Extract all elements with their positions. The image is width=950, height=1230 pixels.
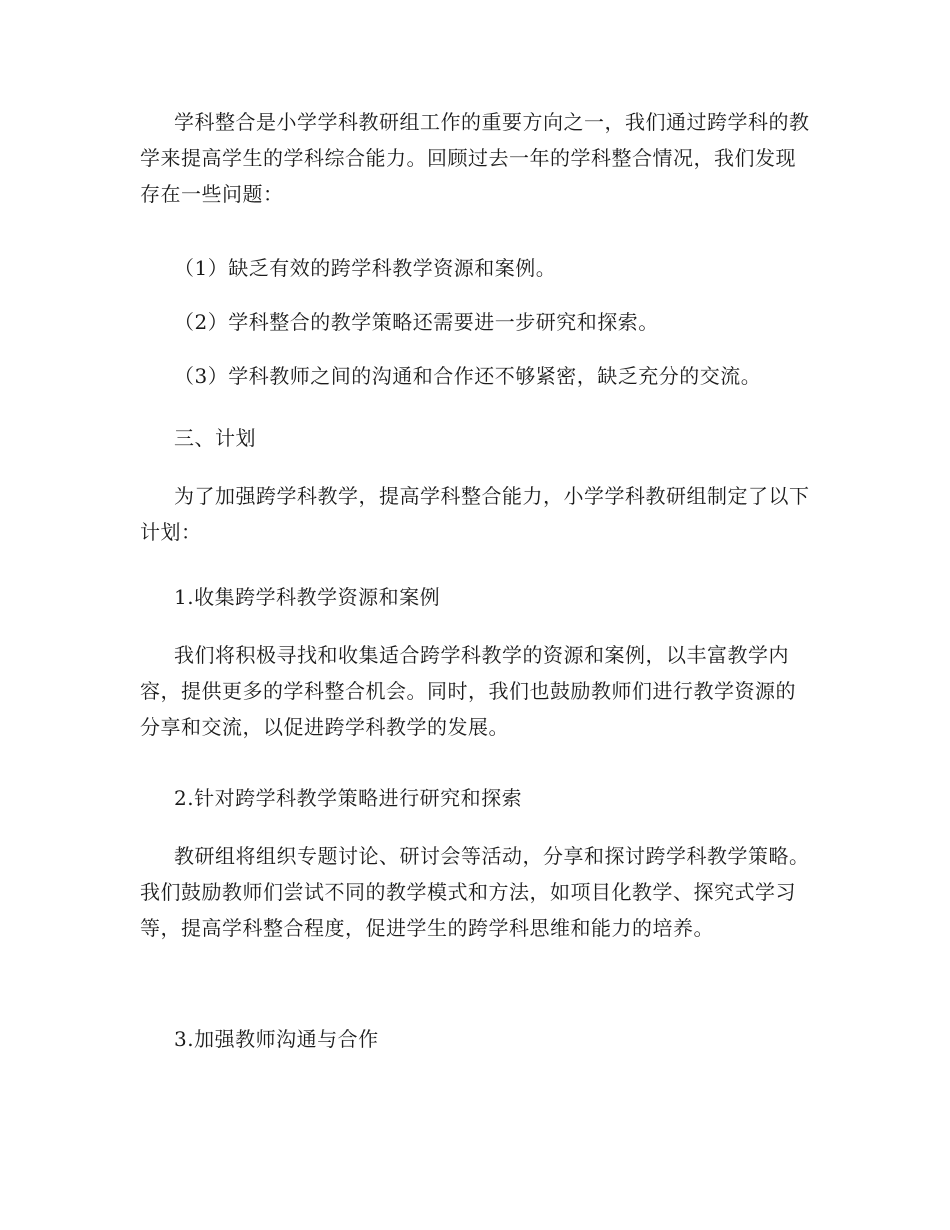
problem-item-3: （3）学科教师之间的沟通和合作还不够紧密，缺乏充分的交流。: [174, 364, 762, 388]
problem-item-1: （1）缺乏有效的跨学科教学资源和案例。: [174, 256, 557, 280]
plan-item-1-heading: 1.收集跨学科教学资源和案例: [174, 585, 441, 609]
plan-item-3-heading: 3.加强教师沟通与合作: [174, 1027, 379, 1051]
plan-item-2-heading: 2.针对跨学科教学策略进行研究和探索: [174, 786, 523, 810]
plan-item-1-body: 我们将积极寻找和收集适合跨学科教学的资源和案例，以丰富教学内容，提供更多的学科整合机会。同时，我们也鼓励教师们进行教学资源的分享和交流，以促进跨学科教学的发展。: [140, 643, 796, 739]
problem-item-2: （2）学科整合的教学策略还需要进一步研究和探索。: [174, 310, 659, 334]
intro-paragraph: 学科整合是小学学科教研组工作的重要方向之一，我们通过跨学科的教学来提高学生的学科综合能力。回顾过去一年的学科整合情况，我们发现存在一些问题：: [140, 110, 810, 206]
section-heading-plan: 三、计划: [174, 426, 256, 450]
plan-item-2-body: 教研组将组织专题讨论、研讨会等活动，分享和探讨跨学科教学策略。我们鼓励教师们尝试不同的教学模式和方法，如项目化教学、探究式学习等，提高学科整合程度，促进学生的跨学科思维和能力的培养。: [140, 844, 810, 940]
plan-intro-paragraph: 为了加强跨学科教学，提高学科整合能力，小学学科教研组制定了以下计划：: [140, 484, 810, 544]
